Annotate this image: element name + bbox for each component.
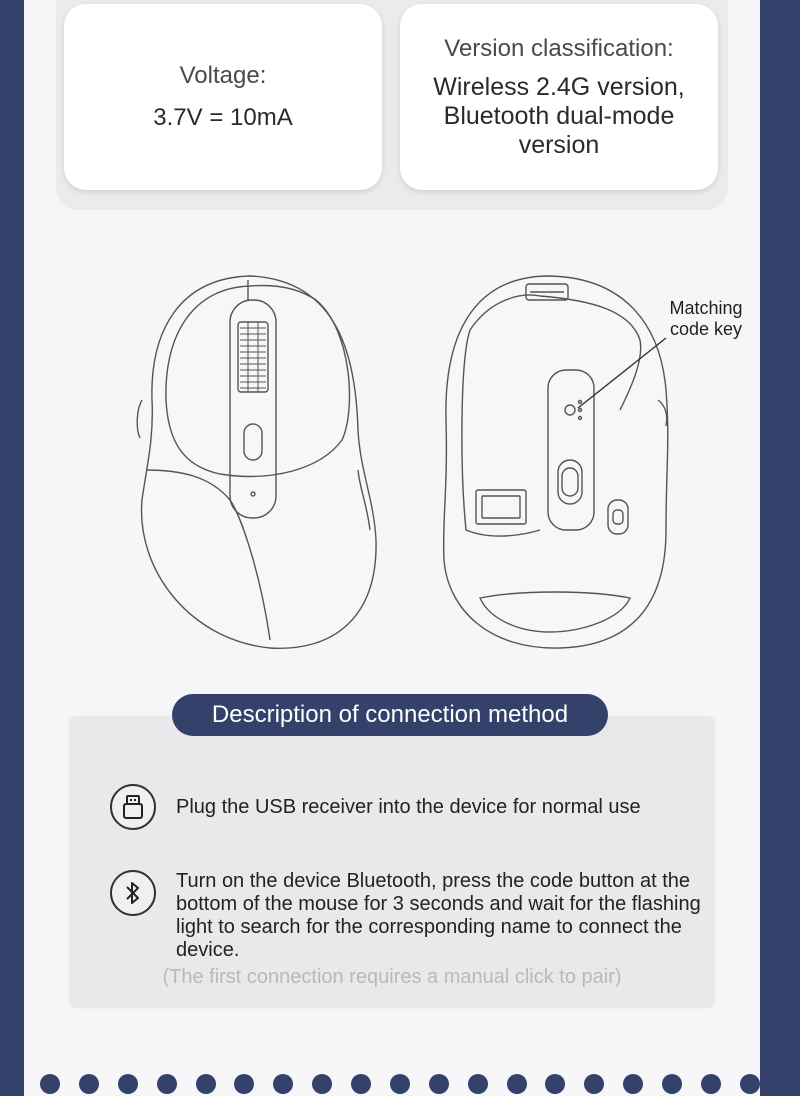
mouse-diagram — [120, 270, 680, 670]
voltage-label: Voltage: — [179, 62, 267, 89]
version-value: Wireless 2.4G version, Bluetooth dual-mode version — [433, 72, 685, 159]
mouse-top-view — [137, 276, 376, 648]
dot-divider — [40, 1074, 760, 1096]
voltage-card — [64, 4, 382, 190]
divider-dot — [118, 1074, 138, 1094]
divider-dot — [79, 1074, 99, 1094]
connection-title: Description of connection method — [172, 694, 608, 736]
divider-dot — [545, 1074, 565, 1094]
divider-dot — [196, 1074, 216, 1094]
divider-dot — [312, 1074, 332, 1094]
bluetooth-instruction — [110, 870, 706, 962]
divider-dot — [157, 1074, 177, 1094]
bluetooth-icon — [110, 870, 156, 916]
usb-instruction-text: Plug the USB receiver into the device for normal use — [176, 796, 641, 818]
divider-dot — [273, 1074, 293, 1094]
divider-dot — [662, 1074, 682, 1094]
usb-receiver-icon — [110, 784, 156, 830]
usb-instruction — [110, 784, 641, 830]
divider-dot — [468, 1074, 488, 1094]
divider-dot — [623, 1074, 643, 1094]
right-border — [760, 0, 800, 1096]
divider-dot — [584, 1074, 604, 1094]
divider-dot — [701, 1074, 721, 1094]
left-border — [0, 0, 24, 1096]
bluetooth-instruction-text: Turn on the device Bluetooth, press the code button at the bottom of the mouse for 3 seconds and wait for the flashing light to search for the corresponding name to connect the device. — [176, 870, 701, 961]
matching-code-key-label: Matching code key — [669, 298, 743, 339]
divider-dot — [429, 1074, 449, 1094]
divider-dot — [40, 1074, 60, 1094]
connection-panel — [70, 716, 714, 1006]
version-card — [400, 4, 718, 190]
divider-dot — [740, 1074, 760, 1094]
divider-dot — [390, 1074, 410, 1094]
version-label: Version classification: — [444, 34, 674, 62]
mouse-bottom-view — [444, 276, 668, 648]
divider-dot — [507, 1074, 527, 1094]
divider-dot — [234, 1074, 254, 1094]
divider-dot — [351, 1074, 371, 1094]
voltage-value: 3.7V = 10mA — [153, 104, 293, 131]
pairing-note: (The first connection requires a manual click to pair) — [162, 966, 622, 988]
